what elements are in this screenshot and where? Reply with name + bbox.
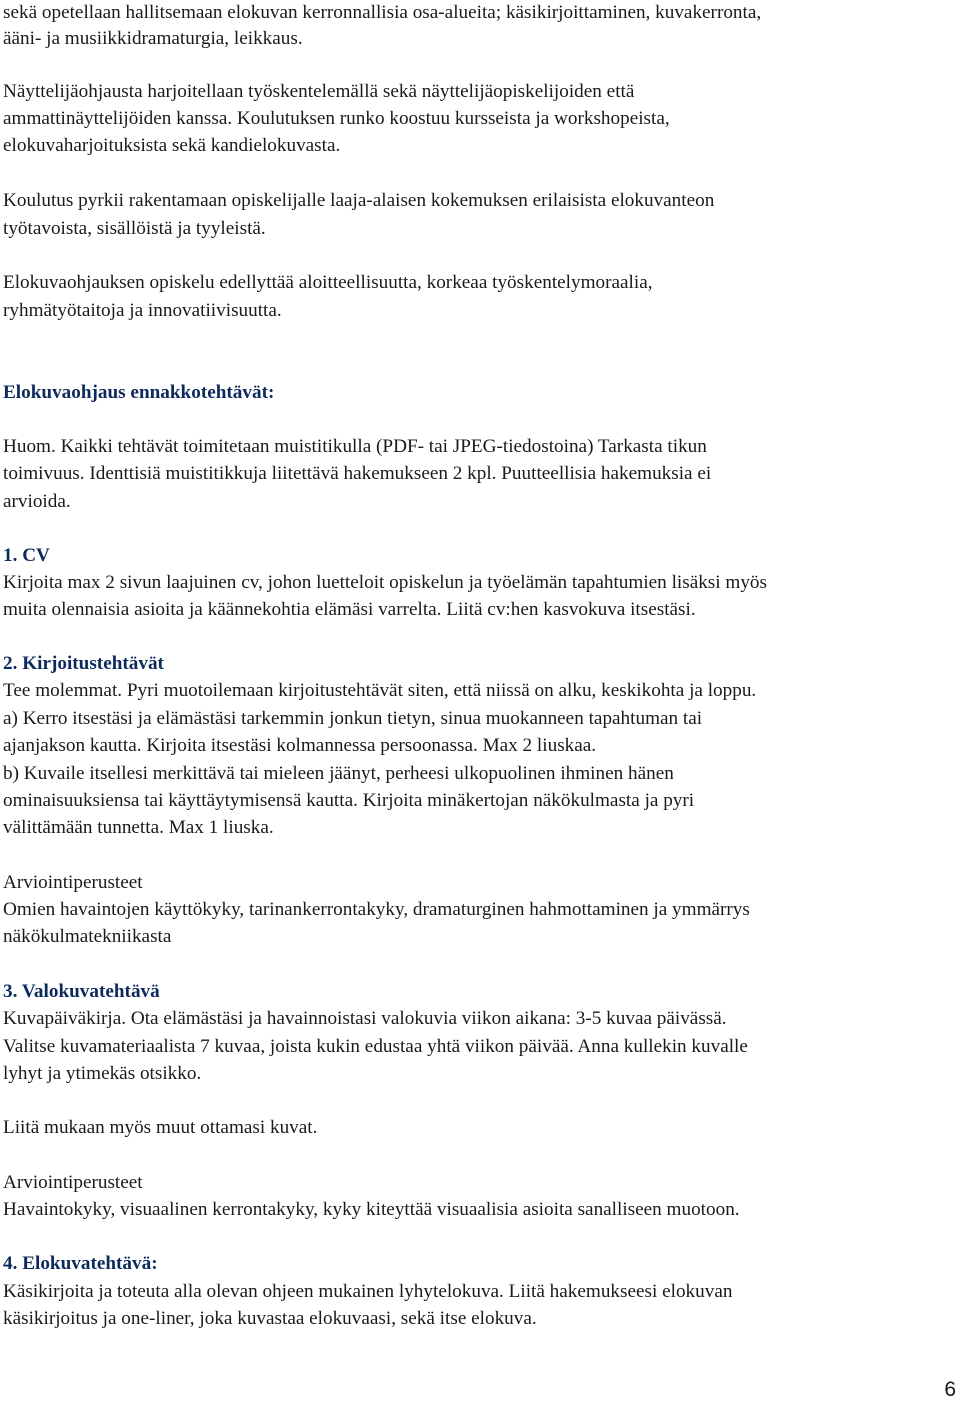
section-heading-kirjoitustehtavat: 2. Kirjoitustehtävät: [3, 653, 164, 674]
paragraph-line: lyhyt ja ytimekäs otsikko.: [3, 1063, 202, 1084]
paragraph-line: Havaintokyky, visuaalinen kerrontakyky, kyky kiteyttää visuaalisia asioita sanalliseen muotoon.: [3, 1199, 740, 1220]
paragraph-line: Näyttelijäohjausta harjoitellaan työskentelemällä sekä näyttelijäopiskelijoiden että: [3, 81, 635, 102]
page-number: 6: [944, 1378, 956, 1401]
paragraph-line: ominaisuuksiensa tai käyttäytymisensä kautta. Kirjoita minäkertojan näkökulmasta ja pyri: [3, 790, 695, 811]
paragraph-line: Huom. Kaikki tehtävät toimitetaan muistitikulla (PDF- tai JPEG-tiedostoina) Tarkasta tikun: [3, 436, 707, 457]
paragraph-line: Koulutus pyrkii rakentamaan opiskelijalle laaja-alaisen kokemuksen erilaisista elokuvanteon: [3, 190, 715, 211]
paragraph-line: käsikirjoitus ja one-liner, joka kuvastaa elokuvaasi, sekä itse elokuva.: [3, 1308, 537, 1329]
paragraph-line: arvioida.: [3, 491, 71, 512]
section-heading-cv: 1. CV: [3, 545, 50, 566]
paragraph-line: muita olennaisia asioita ja käännekohtia elämäsi varrelta. Liitä cv:hen kasvokuva itsestäsi.: [3, 599, 696, 620]
paragraph-line: Kuvapäiväkirja. Ota elämästäsi ja havainnoistasi valokuvia viikon aikana: 3-5 kuvaa päivässä.: [3, 1008, 727, 1029]
paragraph-line: Valitse kuvamateriaalista 7 kuvaa, joista kukin edustaa yhtä viikon päivää. Anna kullekin kuvalle: [3, 1036, 748, 1057]
paragraph-line: työtavoista, sisällöistä ja tyyleistä.: [3, 218, 266, 239]
paragraph-line: Käsikirjoita ja toteuta alla olevan ohjeen mukainen lyhytelokuva. Liitä hakemukseesi elokuvan: [3, 1281, 733, 1302]
paragraph-line: Kirjoita max 2 sivun laajuinen cv, johon luetteloit opiskelun ja työelämän tapahtumien lisäksi myös: [3, 572, 767, 593]
intro-line-2: ääni- ja musiikkidramaturgia, leikkaus.: [3, 28, 303, 49]
paragraph-line: Tee molemmat. Pyri muotoilemaan kirjoitustehtävät siten, että niissä on alku, keskikohta ja loppu.: [3, 680, 757, 701]
paragraph-line: b) Kuvaile itsellesi merkittävä tai mieleen jäänyt, perheesi ulkopuolinen ihminen hänen: [3, 763, 674, 784]
criteria-label: Arviointiperusteet: [3, 1172, 143, 1193]
paragraph-line: näkökulmatekniikasta: [3, 926, 172, 947]
paragraph-line: Elokuvaohjauksen opiskelu edellyttää aloitteellisuutta, korkeaa työskentelymoraalia,: [3, 272, 653, 293]
paragraph-line: Liitä mukaan myös muut ottamasi kuvat.: [3, 1117, 318, 1138]
paragraph-line: ajanjakson kautta. Kirjoita itsestäsi kolmannessa persoonassa. Max 2 liuskaa.: [3, 735, 597, 756]
section-heading-ennakkotehtavat: Elokuvaohjaus ennakkotehtävät:: [3, 382, 275, 403]
paragraph-line: välittämään tunnetta. Max 1 liuska.: [3, 817, 274, 838]
paragraph-line: a) Kerro itsestäsi ja elämästäsi tarkemmin jonkun tietyn, sinua muokanneen tapahtuman tai: [3, 708, 703, 729]
intro-line-1: sekä opetellaan hallitsemaan elokuvan kerronnallisia osa-alueita; käsikirjoittaminen, kuvakerronta,: [3, 2, 762, 23]
paragraph-line: ryhmätyötaitoja ja innovatiivisuutta.: [3, 300, 282, 321]
paragraph-line: elokuvaharjoituksista sekä kandielokuvasta.: [3, 135, 341, 156]
section-heading-valokuvatehtava: 3. Valokuvatehtävä: [3, 981, 160, 1002]
paragraph-line: Omien havaintojen käyttökyky, tarinankerrontakyky, dramaturginen hahmottaminen ja ymmärrys: [3, 899, 750, 920]
criteria-label: Arviointiperusteet: [3, 872, 143, 893]
section-heading-elokuvatehtava: 4. Elokuvatehtävä:: [3, 1253, 158, 1274]
paragraph-line: ammattinäyttelijöiden kanssa. Koulutuksen runko koostuu kursseista ja workshopeista,: [3, 108, 670, 129]
paragraph-line: toimivuus. Identtisiä muistitikkuja liitettävä hakemukseen 2 kpl. Puutteellisia hakemuksia ei: [3, 463, 712, 484]
